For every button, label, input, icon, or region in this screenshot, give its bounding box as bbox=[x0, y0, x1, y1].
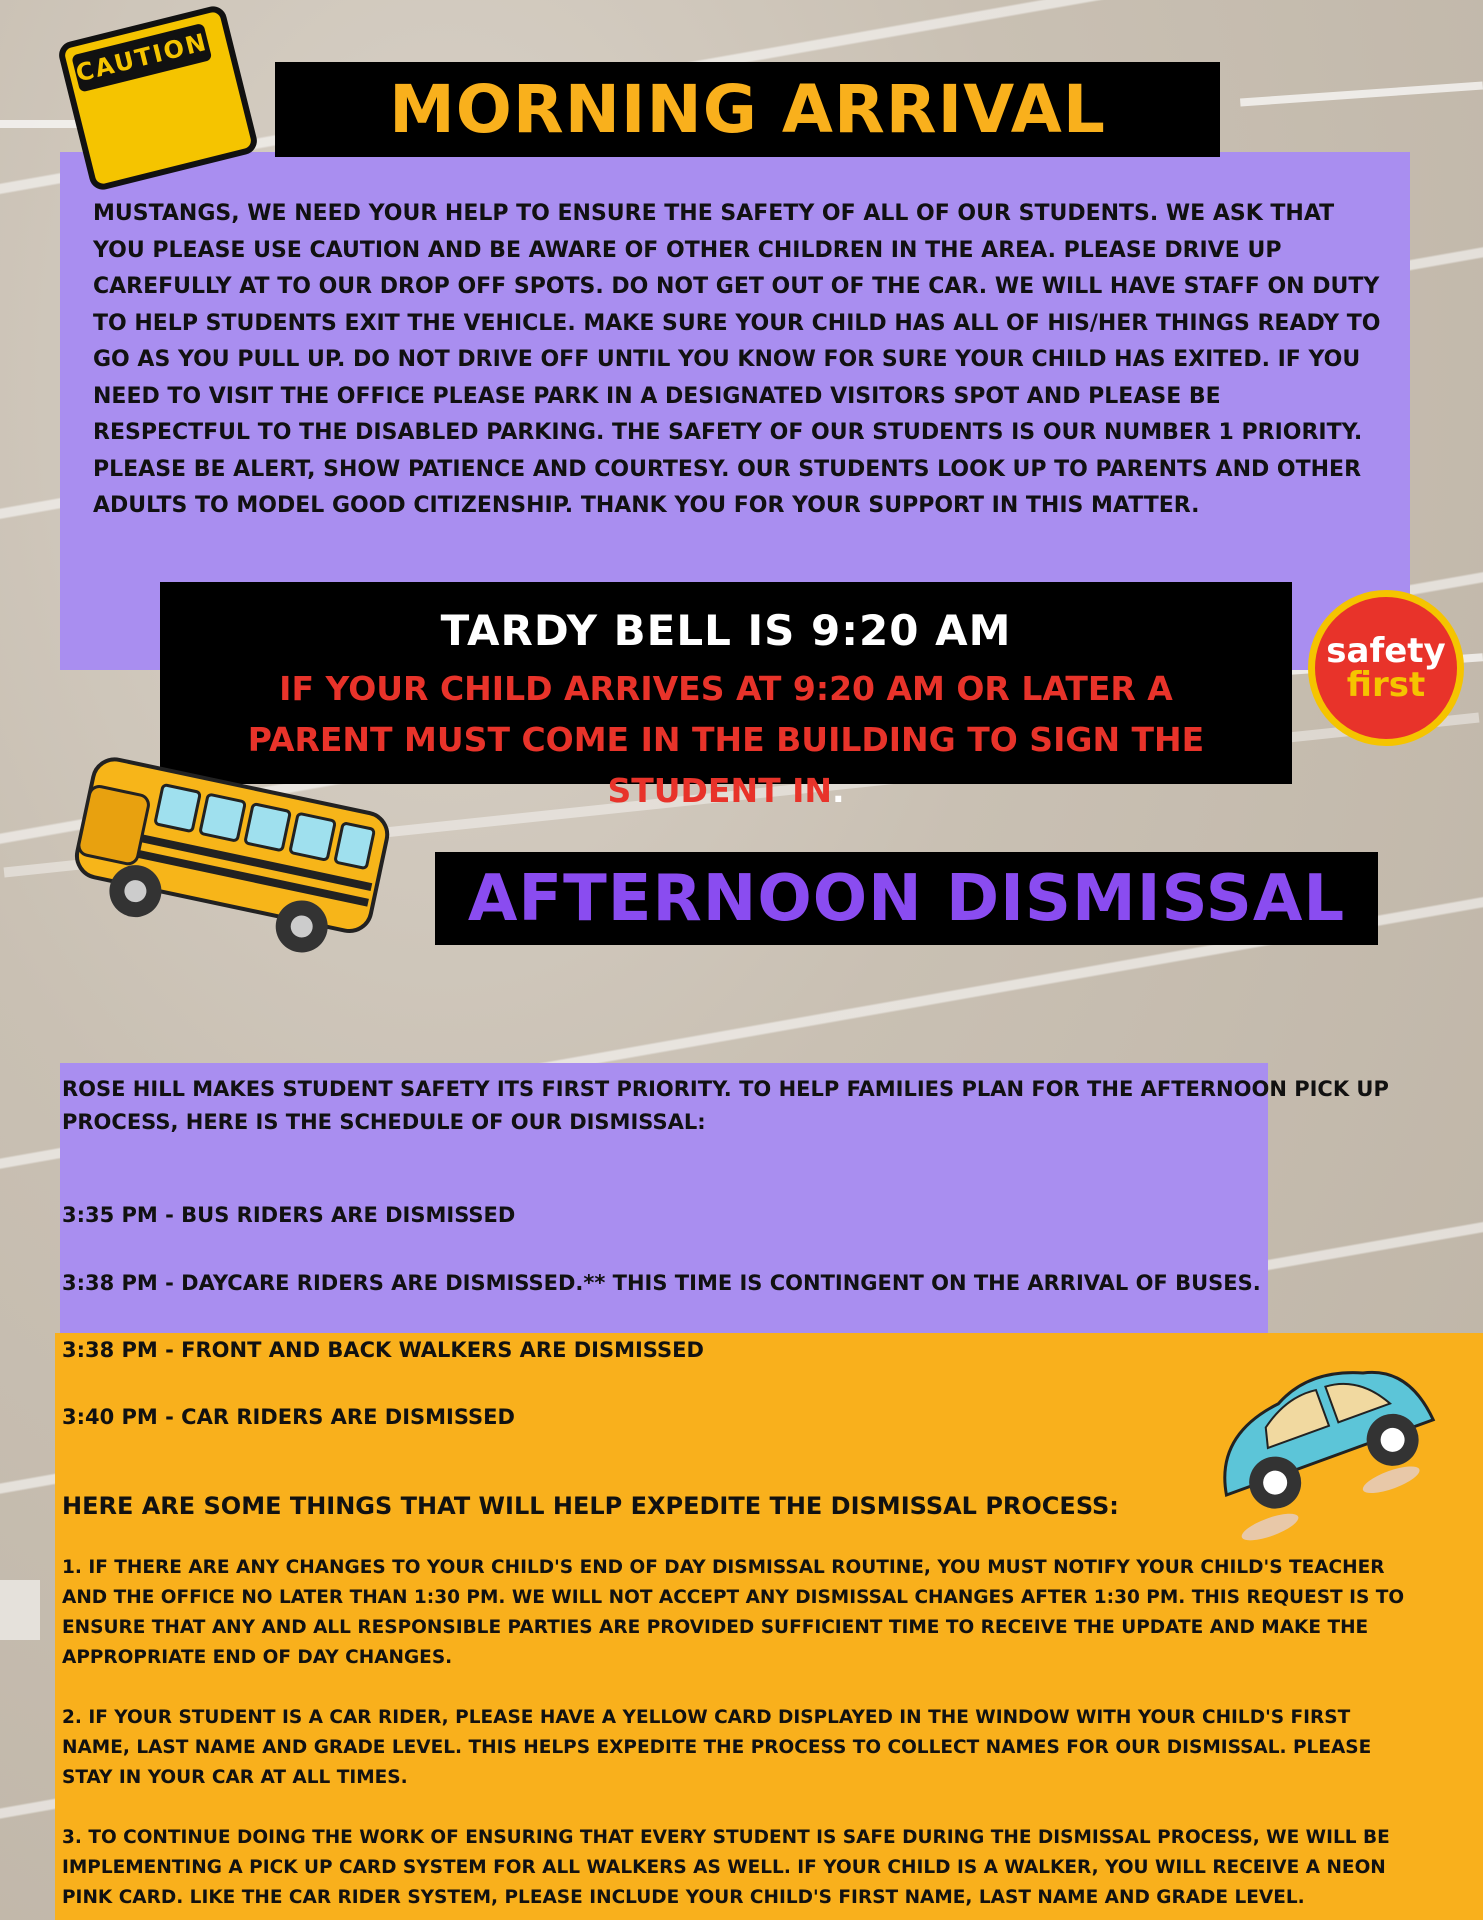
tip-item: 1. IF THERE ARE ANY CHANGES TO YOUR CHILD'S END OF DAY DISMISSAL ROUTINE, YOU MUST NOTIFY YOUR CHILD'S TEACHER AND THE OFFICE NO LATER THAN 1:30 PM. WE WILL NOT ACCEPT ANY DISMISSAL CHANGES AFTER 1:30 PM. THIS REQUEST IS TO ENSURE THAT ANY AND ALL RESPONSIBLE PARTIES ARE PROVIDED SUFFICIENT TIME TO RECEIVE THE UPDATE AND MAKE THE APPROPRIATE END OF DAY CHANGES. bbox=[62, 1557, 1405, 1668]
schedule-item: 3:38 PM - DAYCARE RIDERS ARE DISMISSED.** THIS TIME IS CONTINGENT ON THE ARRIVAL OF BUSES. bbox=[62, 1271, 1261, 1295]
lane-mark bbox=[0, 120, 80, 128]
caution-sign-label: CAUTION bbox=[71, 23, 212, 93]
schedule-item: 3:35 PM - BUS RIDERS ARE DISMISSED bbox=[62, 1203, 516, 1227]
school-bus-icon bbox=[60, 745, 400, 965]
car-icon bbox=[1185, 1330, 1455, 1560]
safety-badge-line2: first bbox=[1346, 665, 1426, 705]
lane-mark bbox=[0, 1580, 40, 1640]
morning-title-bar bbox=[275, 62, 1220, 157]
lane-mark bbox=[1240, 82, 1483, 107]
tardy-notice: IF YOUR CHILD ARRIVES AT 9:20 AM OR LATER A PARENT MUST COME IN THE BUILDING TO SIGN THE STUDENT IN bbox=[247, 669, 1205, 810]
schedule-item: 3:40 PM - CAR RIDERS ARE DISMISSED bbox=[62, 1405, 515, 1429]
safety-first-icon bbox=[1308, 590, 1464, 746]
tip-item: 3. TO CONTINUE DOING THE WORK OF ENSURING THAT EVERY STUDENT IS SAFE DURING THE DISMISSAL PROCESS, WE WILL BE IMPLEMENTING A PICK UP CARD SYSTEM FOR ALL WALKERS AS WELL. IF YOUR CHILD IS A WALKER, YOU WILL RECEIVE A NEON PINK CARD. LIKE THE CAR RIDER SYSTEM, PLEASE INCLUDE YOUR CHILD'S FIRST NAME, LAST NAME AND GRADE LEVEL. bbox=[62, 1827, 1390, 1908]
tips-heading: HERE ARE SOME THINGS THAT WILL HELP EXPEDITE THE DISMISSAL PROCESS: bbox=[62, 1492, 1119, 1520]
safety-badge-line1: safety bbox=[1326, 631, 1446, 671]
afternoon-title: AFTERNOON DISMISSAL bbox=[467, 861, 1346, 936]
morning-body: MUSTANGS, WE NEED YOUR HELP TO ENSURE THE SAFETY OF ALL OF OUR STUDENTS. WE ASK THAT YOU PLEASE USE CAUTION AND BE AWARE OF OTHER CHILDREN IN THE AREA. PLEASE DRIVE UP CAREFULLY AT TO OUR DROP OFF SPOTS. DO NOT GET OUT OF THE CAR. WE WILL HAVE STAFF ON DUTY TO HELP STUDENTS EXIT THE VEHICLE. MAKE SURE YOUR CHILD HAS ALL OF HIS/HER THINGS READY TO GO AS YOU PULL UP. DO NOT DRIVE OFF UNTIL YOU KNOW FOR SURE YOUR CHILD HAS EXITED. IF YOU NEED TO VISIT THE OFFICE PLEASE PARK IN A DESIGNATED VISITORS SPOT AND PLEASE BE RESPECTFUL TO THE DISABLED PARKING. THE SAFETY OF OUR STUDENTS IS OUR NUMBER 1 PRIORITY. PLEASE BE ALERT, SHOW PATIENCE AND COURTESY. OUR STUDENTS LOOK UP TO PARENTS AND OTHER ADULTS TO MODEL GOOD CITIZENSHIP. THANK YOU FOR YOUR SUPPORT IN THIS MATTER. bbox=[93, 201, 1381, 518]
afternoon-title-bar bbox=[435, 852, 1378, 945]
afternoon-intro: ROSE HILL MAKES STUDENT SAFETY ITS FIRST PRIORITY. TO HELP FAMILIES PLAN FOR THE AFTERNOON PICK UP PROCESS, HERE IS THE SCHEDULE OF OUR DISMISSAL: bbox=[62, 1077, 1389, 1134]
tip-item: 2. IF YOUR STUDENT IS A CAR RIDER, PLEASE HAVE A YELLOW CARD DISPLAYED IN THE WINDOW WITH YOUR CHILD'S FIRST NAME, LAST NAME AND GRADE LEVEL. THIS HELPS EXPEDITE THE PROCESS TO COLLECT NAMES FOR OUR DISMISSAL. PLEASE STAY IN YOUR CAR AT ALL TIMES. bbox=[62, 1707, 1372, 1788]
schedule-item: 3:38 PM - FRONT AND BACK WALKERS ARE DISMISSED bbox=[62, 1338, 704, 1362]
tardy-headline: TARDY BELL IS 9:20 AM bbox=[440, 606, 1012, 655]
tardy-period: . bbox=[831, 771, 845, 810]
morning-title: MORNING ARRIVAL bbox=[389, 71, 1106, 148]
